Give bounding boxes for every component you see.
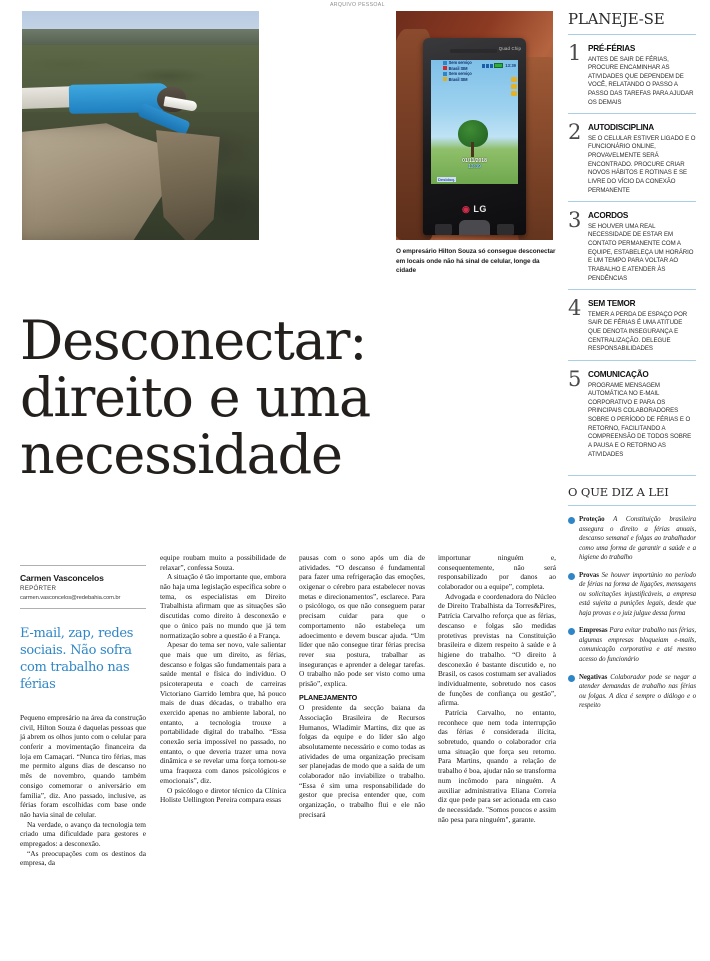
phone-screen bbox=[431, 60, 518, 184]
tip-text: SE HOUVER UMA REAL NECESSIDADE DE ESTAR EM CONTATO PERMANENTE COM A EQUIPE, ESTABELEÇA UM HORÁRIO E UM TEMPO PARA VOLTAR AO TRABALHO E ATENDER ÀS PENDÊNCIAS bbox=[588, 222, 694, 282]
phone-wallpaper-trunk bbox=[471, 142, 474, 157]
law-body: Para evitar trabalho nas férias, algumas empresas bloqueiam e-mails, comunicação corporativa e até mesmo acesso do funcionário bbox=[579, 627, 696, 663]
tip-number: 1 bbox=[568, 41, 582, 65]
paragraph: equipe roubam muito a possibilidade de relaxar”, confessa Souza. bbox=[160, 553, 286, 572]
rail-divider bbox=[568, 360, 696, 361]
rail-divider bbox=[568, 34, 696, 35]
paragraph: Apesar do tema ser novo, vale salientar que mais que um direito, as férias, descanso e folgas são fundamentais para a saúde mental e física do indivíduo. O psicoterapeuta e coach de carreiras Victoriano Garrido lembra que, há pouco mais de duas décadas, o trabalho era exercido apenas no ambiente laboral, no entanto, a tecnologia trouxe a portabilidade digital do trabalho. “Essa conexão seria impossível no passado, no entanto, o que deveria trazer uma nova dinâmica e se revelar uma força tornou-se uma fraqueza com danos psicológicos e emocionais”, diz. bbox=[160, 640, 286, 785]
tip-text: PROGRAME MENSAGEM AUTOMÁTICA NO E-MAIL CORPORATIVO E PARA OS PRINCIPAIS COLABORADORES SOBRE O PERÍODO DE FÉRIAS E O RETORNO, FACILITANDO A COMPREENSÃO DE TODOS SOBRE A PAUSA E O RETORNO AS ATIVIDADES bbox=[588, 381, 692, 458]
rail-divider bbox=[568, 289, 696, 290]
tip-text: SE O CELULAR ESTIVER LIGADO E O FUNCIONÁRIO ONLINE, PROVAVELMENTE SERÁ ENCONTRADO. PROCURE CRIAR NOVOS HÁBITOS E ROTINAS E SE LIVRE DO VÍCIO DA CONEXÃO PERMANENTE bbox=[588, 134, 696, 194]
tip-heading: AUTODISCIPLINA bbox=[588, 123, 654, 133]
phone-message-line: Brasil SIM bbox=[431, 77, 518, 83]
law-term: Negativas bbox=[579, 673, 608, 681]
apps-icon bbox=[511, 91, 517, 96]
byline-email[interactable]: carmen.vasconcelos@redebahia.com.br bbox=[20, 594, 121, 601]
phone-message-line: Brasil SIM bbox=[431, 66, 518, 72]
tip-number: 2 bbox=[568, 120, 582, 145]
phone-softkey-label: Desbloq. bbox=[438, 176, 455, 182]
photo-main-landscape bbox=[22, 11, 259, 240]
photo-credit: ARQUIVO PESSOAL bbox=[330, 2, 385, 8]
law-item bbox=[568, 626, 696, 664]
law-item bbox=[568, 673, 696, 711]
phone-body bbox=[423, 38, 527, 235]
section-heading-planejamento: PLANEJAMENTO bbox=[299, 692, 358, 702]
sim-chip-icon bbox=[443, 72, 447, 76]
law-body: A Constituição brasileira assegura o direito a férias anuais, descanso semanal e folgas ao trabalhador como uma forma de garantir a saúde e a higiene do trabalho bbox=[579, 516, 696, 562]
phone-key-right bbox=[497, 224, 514, 235]
tip-number: 3 bbox=[568, 208, 582, 233]
law-item bbox=[568, 571, 696, 619]
paragraph: O presidente da secção baiana da Associação Brasileira de Recursos Humanos, Wladimir Martins, diz que as folgas da equipe e do líder são algo absolutamente necessário e como todas as atividades de uma organização precisam ser planejadas de modo que a saída de um colaborador não inviabilize o trabalho. “Essa é sim uma responsabilidade do gestor que precisa entender que, com organização, o trabalho flui e ele não precisará bbox=[299, 703, 425, 819]
headline-line-2: direito e uma bbox=[20, 366, 370, 430]
paragraph: A situação é tão importante que, embora não haja uma legislação específica sobre o tema, os especialistas em Direito Trabalhista afirmam que as situações são discutidas como direito à desconexão e que o único país no mundo que já tem normatização sobre a questão é a França. bbox=[160, 572, 286, 640]
tip-item-1 bbox=[568, 41, 696, 107]
bullet-dot-icon bbox=[568, 628, 575, 635]
lock-icon bbox=[511, 77, 517, 82]
paragraph: pausas com o sono após um dia de atividades. “O descanso é fundamental para fazer uma refrigeração das emoções, oxigenar o cérebro para estabelecer novas metas e direcionamentos”, esclarece. Para o psicólogo, os que não conseguem parar precisam cuidar para que o comportamento não estabeleça um adoecimento e devem buscar ajuda. “Um líder que não consegue tirar férias precisa rever sua postura, trabalhar as inseguranças e aprender a delegar tarefas. O trabalho não pode ser visto como uma prisão”, explica. bbox=[299, 553, 425, 688]
byline-role: REPÓRTER bbox=[20, 585, 57, 592]
law-body: Colaborador pode se negar a atender demandas de trabalho nas férias ou folgas. A dica é sempre o diálogo e o respeito bbox=[579, 673, 696, 710]
byline-rule-top bbox=[20, 565, 146, 566]
byline bbox=[20, 565, 146, 609]
paragraph: Patrícia Carvalho, no entanto, reconhece que nem toda interrupção das férias é considerada ilícita, sobretudo, quando o colaborador cria uma situação que força seu retorno. Para Martins, quando a relação de trabalho é boa, ajudar não se transforma num incômodo para ninguém. A auxiliar administrativa Eliana Correia diz que pede para ser acionada em caso de necessidade. "Somos poucos e assim não pesa para ninguém", garante. bbox=[438, 708, 556, 824]
tip-heading: COMUNICAÇÃO bbox=[588, 370, 649, 380]
rail-title: PLANEJE-SE bbox=[568, 10, 665, 28]
law-text bbox=[579, 626, 696, 664]
phone-statusbar bbox=[431, 60, 518, 71]
body-column-1 bbox=[20, 713, 146, 868]
phone-message-line: Sem serviço bbox=[431, 71, 518, 77]
phone-logo: ◉ LG bbox=[462, 203, 487, 214]
law-term: Proteção bbox=[579, 516, 605, 524]
rail-divider bbox=[568, 475, 696, 476]
paragraph: importunar ninguém e, consequentemente, não será responsabilizado por danos ao colaborador ou a equipe”, completa. bbox=[438, 553, 556, 592]
law-section-title: O QUE DIZ A LEI bbox=[568, 485, 669, 500]
battery-icon bbox=[494, 63, 503, 68]
phone-speaker-icon bbox=[450, 49, 498, 53]
phone-keypad bbox=[435, 220, 514, 236]
lg-circle-icon: ◉ bbox=[462, 203, 471, 214]
body-column-3 bbox=[299, 553, 425, 819]
law-text bbox=[579, 673, 696, 711]
body-column-4 bbox=[438, 553, 556, 824]
phone-message-line: Sem serviço bbox=[431, 60, 518, 66]
bullet-dot-icon bbox=[568, 517, 575, 524]
tip-item-4 bbox=[568, 296, 696, 354]
paragraph: “As preocupações com os destinos da empresa, da bbox=[20, 848, 146, 868]
photo-phone bbox=[396, 11, 553, 240]
message-icon bbox=[511, 84, 517, 89]
rail-divider bbox=[568, 505, 696, 506]
law-text bbox=[579, 571, 696, 619]
paragraph: O psicólogo e diretor técnico da Clínica Holiste Uellington Pereira compara essas bbox=[160, 785, 286, 805]
byline-author-name: Carmen Vasconcelos bbox=[20, 573, 104, 583]
bullet-dot-icon bbox=[568, 573, 575, 580]
phone-key-left bbox=[435, 224, 452, 235]
tip-text: ANTES DE SAIR DE FÉRIAS, PROCURE ENCAMINHAR AS ATIVIDADES QUE DEPENDEM DE VOCÊ, RELATANDO O PASSO A PASSO DAS TAREFAS PARA AJUDAR OS DEMAIS bbox=[588, 55, 694, 106]
phone-navpad bbox=[459, 220, 490, 236]
tip-item-5 bbox=[568, 367, 696, 459]
tip-number: 4 bbox=[568, 296, 582, 321]
page-headline bbox=[20, 309, 490, 487]
signal-bar-icon bbox=[482, 64, 485, 68]
tip-item-2 bbox=[568, 120, 696, 195]
sidebar-rail bbox=[568, 10, 696, 719]
tip-text: TEMER A PERDA DE ESPAÇO POR SAIR DE FÉRIAS É UMA ATITUDE QUE DENOTA INSEGURANÇA E CENTRALIZAÇÃO. DELEGUE RESPONSABILIDADES bbox=[588, 310, 688, 353]
law-term: Empresas bbox=[579, 627, 608, 635]
law-body: Se houver importúnio no período de férias na forma de ligações, mensagens ou solicitações injustificáveis, a empresa está sujeita a punições legais, desde que haja provas e o juiz julgue dessa forma bbox=[579, 571, 696, 617]
law-term: Provas bbox=[579, 571, 599, 579]
sim-chip-icon bbox=[443, 77, 447, 81]
phone-clock: 13:39 bbox=[505, 63, 516, 69]
tip-heading: PRÉ-FÉRIAS bbox=[588, 44, 636, 53]
paragraph: Pequeno empresário na área da construção civil, Hilton Souza é daquelas pessoas que já abrem os olhos junto com o celular para conferir a movimentação financeira da loja em Camaçari. “Nunca tiro férias, mas me permito alguns dias de descanso no mês de novembro, quando também consigo comemorar o aniversário em família”, diz. Ano passado, inclusive, as férias foram escolhidas com base onde não havia sinal de celular. bbox=[20, 713, 146, 819]
signal-bar-icon bbox=[490, 64, 493, 68]
rail-divider bbox=[568, 201, 696, 202]
article-subhead: E-mail, zap, redes sociais. Não sofra com trabalho nas férias bbox=[20, 626, 134, 693]
headline-line-1: Desconectar: bbox=[20, 309, 367, 372]
phone-quadchip-label: Quad Chip bbox=[498, 46, 522, 52]
paragraph: Advogada e coordenadora do Núcleo de Direito Trabalhista da Torres&Pires, Patrícia Carvalho reforça que as férias, descanso e folgas são medidas protetivas previstas na Constituição brasileira e dizem respeito à saúde e à higiene do trabalho. “O direito à desconexão é bastante discutido e, no Brasil, os casos costumam ser avaliados individualmente, sobretudo nos casos de funções de confiança ou gestão”, afirma. bbox=[438, 591, 556, 708]
signal-bar-icon bbox=[486, 64, 489, 68]
tip-heading: ACORDOS bbox=[588, 211, 629, 221]
tip-heading: SEM TEMOR bbox=[588, 299, 636, 309]
byline-rule-bottom bbox=[20, 608, 146, 609]
tip-item-3 bbox=[568, 208, 696, 283]
phone-date: 01/11/2018 13:39 bbox=[462, 158, 487, 171]
body-column-2 bbox=[160, 553, 286, 805]
headline-line-3: necessidade bbox=[20, 423, 342, 487]
law-text bbox=[579, 515, 696, 563]
paragraph: Na verdade, o avanço da tecnologia tem criado uma dificuldade para gestores e empregados: a desconexão. bbox=[20, 819, 146, 848]
photo-caption: O empresário Hilton Souza só consegue desconectar em locais onde não há sinal de celular, longe da cidade bbox=[396, 248, 556, 275]
law-item bbox=[568, 515, 696, 563]
rail-divider bbox=[568, 113, 696, 114]
tip-number: 5 bbox=[568, 367, 582, 392]
phone-side-icons bbox=[511, 77, 517, 96]
bullet-dot-icon bbox=[568, 675, 575, 682]
